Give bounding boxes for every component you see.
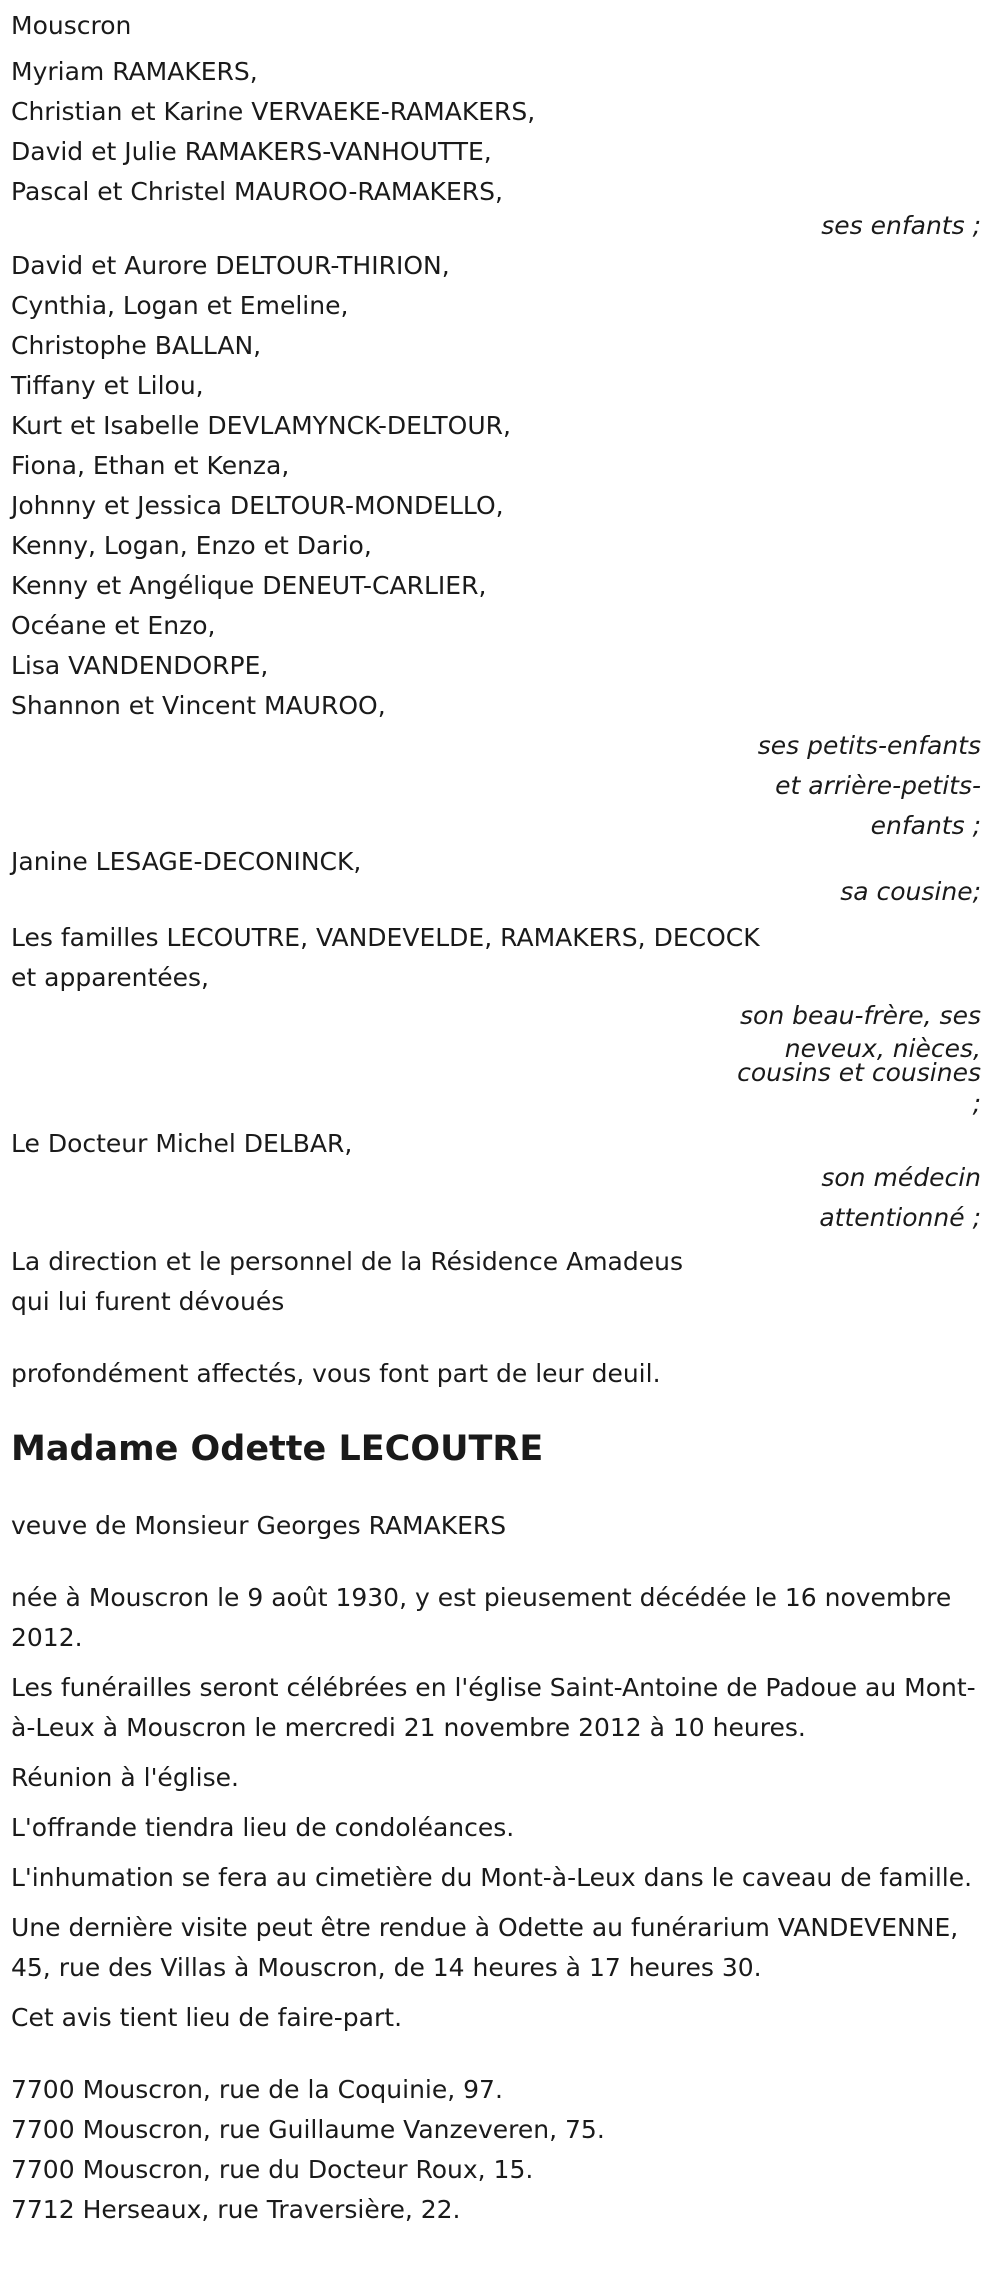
list-item: Fiona, Ethan et Kenza, <box>11 451 290 480</box>
detail-paragraph: Réunion à l'église. <box>11 1763 239 1792</box>
doctor-name: Le Docteur Michel DELBAR, <box>11 1129 353 1158</box>
announcement-text: profondément affectés, vous font part de leur deuil. <box>11 1359 661 1388</box>
children-role: ses enfants ; <box>821 211 981 240</box>
role-line: et arrière-petits- <box>775 771 981 800</box>
list-item: Shannon et Vincent MAUROO, <box>11 691 386 720</box>
role-line: ses petits-enfants <box>757 731 981 760</box>
detail-paragraph: née à Mouscron le 9 août 1930, y est pieusement décédée le 16 novembre 2012. <box>11 1583 952 1652</box>
grandchildren-role <box>11 726 991 846</box>
list-item: David et Aurore DELTOUR-THIRION, <box>11 251 450 280</box>
detail-paragraph: L'offrande tiendra lieu de condoléances. <box>11 1813 515 1842</box>
families-block <box>11 918 991 998</box>
obituary-content <box>11 6 991 2230</box>
role-line: son beau-frère, ses <box>740 1001 981 1030</box>
cousin-name: Janine LESAGE-DECONINCK, <box>11 847 362 876</box>
address-line: 7700 Mouscron, rue du Docteur Roux, 15. <box>11 2155 534 2184</box>
list-item: Kurt et Isabelle DEVLAMYNCK-DELTOUR, <box>11 411 511 440</box>
detail-paragraph: L'inhumation se fera au cimetière du Mont-à-Leux dans le caveau de famille. <box>11 1863 973 1892</box>
address-line: 7700 Mouscron, rue de la Coquinie, 97. <box>11 2075 503 2104</box>
list-item: Kenny, Logan, Enzo et Dario, <box>11 531 372 560</box>
place-heading: Mouscron <box>11 11 132 40</box>
residence-block <box>11 1242 991 1322</box>
families-line: et apparentées, <box>11 963 209 992</box>
list-item: Lisa VANDENDORPE, <box>11 651 269 680</box>
detail-paragraph: Une dernière visite peut être rendue à Odette au funérarium VANDEVENNE, 45, rue des Villas à Mouscron, de 14 heures à 17 heures 30. <box>11 1913 959 1982</box>
residence-line: La direction et le personnel de la Résidence Amadeus <box>11 1247 683 1276</box>
address-line: 7700 Mouscron, rue Guillaume Vanzeveren, 75. <box>11 2115 605 2144</box>
list-item: Tiffany et Lilou, <box>11 371 204 400</box>
widow-of-text: veuve de Monsieur Georges RAMAKERS <box>11 1511 507 1540</box>
families-role <box>11 996 991 1124</box>
role-line: cousins et cousines <box>737 1058 981 1087</box>
list-item: Christophe BALLAN, <box>11 331 262 360</box>
detail-paragraph: Cet avis tient lieu de faire-part. <box>11 2003 403 2032</box>
list-item: Pascal et Christel MAUROO-RAMAKERS, <box>11 177 503 206</box>
role-line: neveux, nièces, <box>784 1034 981 1063</box>
role-line: enfants ; <box>870 811 981 840</box>
list-item: Kenny et Angélique DENEUT-CARLIER, <box>11 571 487 600</box>
cousin-role: sa cousine; <box>840 877 981 906</box>
list-item: Christian et Karine VERVAEKE-RAMAKERS, <box>11 97 536 126</box>
role-line: son médecin <box>821 1163 981 1192</box>
role-line: attentionné ; <box>819 1203 981 1232</box>
role-line: ; <box>972 1089 981 1118</box>
doctor-role <box>11 1158 991 1238</box>
families-line: Les familles LECOUTRE, VANDEVELDE, RAMAKERS, DECOCK <box>11 923 760 952</box>
grandchildren-list <box>11 246 991 726</box>
children-list <box>11 52 991 212</box>
list-item: Myriam RAMAKERS, <box>11 57 258 86</box>
list-item: Cynthia, Logan et Emeline, <box>11 291 349 320</box>
detail-paragraph: Les funérailles seront célébrées en l'église Saint-Antoine de Padoue au Mont-à-Leux à Mouscron le mercredi 21 novembre 2012 à 10 heures. <box>11 1673 976 1742</box>
residence-line: qui lui furent dévoués <box>11 1287 285 1316</box>
list-item: Océane et Enzo, <box>11 611 216 640</box>
list-item: Johnny et Jessica DELTOUR-MONDELLO, <box>11 491 504 520</box>
deceased-name: Madame Odette LECOUTRE <box>11 1429 544 1469</box>
addresses-block <box>11 2070 991 2230</box>
details-block <box>11 1578 991 2038</box>
address-line: 7712 Herseaux, rue Traversière, 22. <box>11 2195 461 2224</box>
list-item: David et Julie RAMAKERS-VANHOUTTE, <box>11 137 492 166</box>
